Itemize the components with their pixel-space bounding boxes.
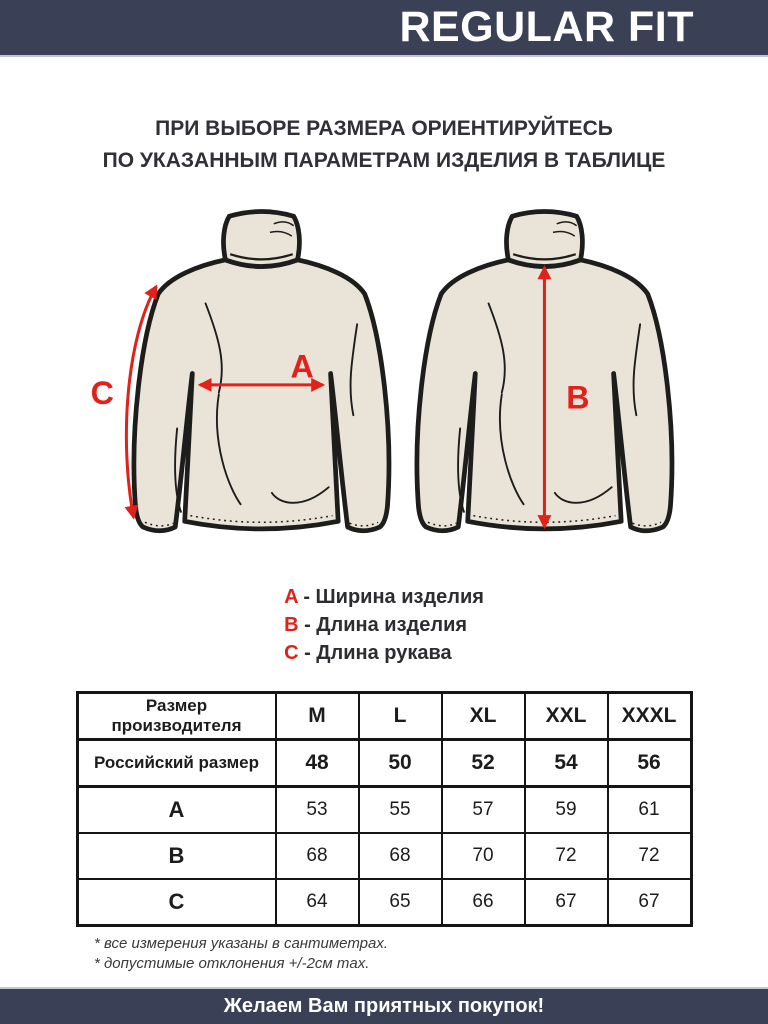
value-cell: 65 (359, 879, 442, 926)
garment-diagram-width-sleeve (86, 203, 399, 563)
size-cell: 48 (276, 740, 359, 787)
size-cell: XXXL (608, 693, 692, 740)
value-cell: 67 (525, 879, 608, 926)
value-cell: 70 (442, 833, 525, 879)
value-cell: 55 (359, 787, 442, 834)
value-cell: 72 (525, 833, 608, 879)
legend-item-width (284, 583, 484, 611)
value-cell: 59 (525, 787, 608, 834)
legend-text: - Длина рукава (304, 642, 452, 664)
size-cell: 50 (359, 740, 442, 787)
size-cell: 52 (442, 740, 525, 787)
garment-diagram-length (369, 203, 682, 563)
value-cell: 61 (608, 787, 692, 834)
value-cell: 57 (442, 787, 525, 834)
row-header: Российский размер (77, 740, 276, 787)
size-cell: XXL (525, 693, 608, 740)
size-cell: 56 (608, 740, 692, 787)
footer-bar (0, 987, 768, 1024)
fit-style-title: REGULAR FIT (399, 3, 694, 51)
size-table (76, 691, 693, 927)
footnotes (94, 934, 674, 974)
header-bar (0, 0, 768, 57)
length-letter: B (566, 379, 590, 416)
intro-headline (0, 113, 768, 177)
legend-item-sleeve (284, 639, 484, 667)
legend-text: - Длина изделия (304, 614, 468, 636)
value-cell: 53 (276, 787, 359, 834)
row-header: Размер производителя (77, 693, 276, 740)
row-header: B (77, 833, 276, 879)
intro-line-2: ПО УКАЗАННЫМ ПАРАМЕТРАМ ИЗДЕЛИЯ В ТАБЛИЦЕ (102, 149, 666, 172)
footer-message: Желаем Вам приятных покупок! (223, 995, 545, 1017)
measurement-legend (284, 583, 484, 667)
legend-key: A (284, 586, 298, 608)
legend-text: - Ширина изделия (303, 586, 484, 608)
width-letter: A (290, 348, 314, 385)
value-cell: 68 (359, 833, 442, 879)
table-row-manufacturer-size (77, 693, 691, 740)
table-row-measure-c (77, 879, 691, 926)
legend-key: B (284, 614, 299, 636)
size-cell: L (359, 693, 442, 740)
table-row-measure-b (77, 833, 691, 879)
value-cell: 64 (276, 879, 359, 926)
table-row-measure-a (77, 787, 691, 834)
sleeve-letter: C (90, 374, 114, 411)
size-cell: 54 (525, 740, 608, 787)
garment-figures (0, 203, 768, 563)
value-cell: 66 (442, 879, 525, 926)
size-cell: XL (442, 693, 525, 740)
value-cell: 72 (608, 833, 692, 879)
row-header: A (77, 787, 276, 834)
size-cell: M (276, 693, 359, 740)
legend-item-length (284, 611, 484, 639)
value-cell: 67 (608, 879, 692, 926)
row-header: C (77, 879, 276, 926)
table-row-russian-size (77, 740, 691, 787)
legend-key: C (284, 642, 299, 664)
footnote-units: * все измерения указаны в сантиметрах. (94, 935, 389, 952)
intro-line-1: ПРИ ВЫБОРЕ РАЗМЕРА ОРИЕНТИРУЙТЕСЬ (155, 117, 613, 140)
value-cell: 68 (276, 833, 359, 879)
footnote-tolerance: * допустимые отклонения +/-2см max. (94, 955, 370, 972)
